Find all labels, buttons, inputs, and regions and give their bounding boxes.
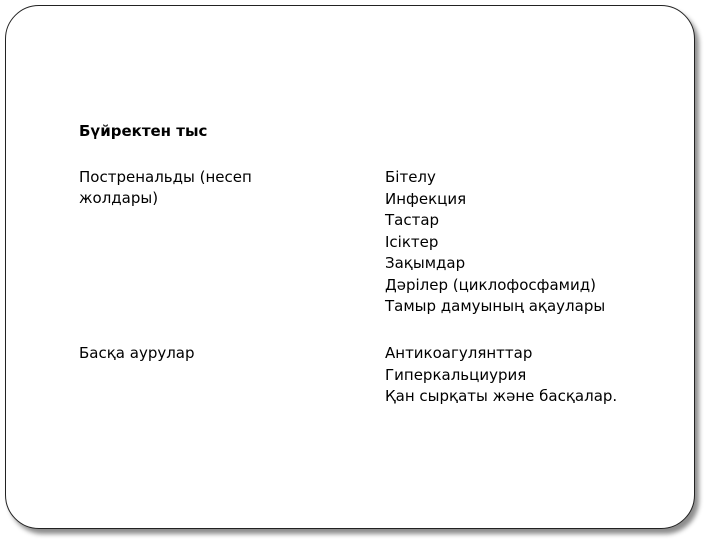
label-line: жолдары)	[79, 189, 159, 207]
other-causes-list	[385, 343, 617, 408]
list-item: Қан сырқаты және басқалар.	[385, 387, 618, 405]
slide-heading: Бүйректен тыс	[79, 122, 208, 140]
label-line: Постренальды (несеп	[79, 168, 252, 186]
list-item: Гиперкальциурия	[385, 365, 527, 384]
list-item: Ісіктер	[385, 232, 439, 251]
list-item: Антикоагулянттар	[385, 344, 533, 362]
list-item: Тастар	[385, 211, 440, 229]
list-item: Дәрілер (циклофосфамид)	[385, 275, 596, 294]
list-item: Тамыр дамуының ақаулары	[385, 297, 606, 315]
postrenal-causes-list	[385, 167, 605, 318]
list-item: Инфекция	[385, 189, 467, 208]
list-item: Зақымдар	[385, 254, 466, 272]
row-label-other-diseases	[79, 343, 319, 364]
list-item: Бітелу	[385, 168, 436, 186]
label-line: Басқа аурулар	[79, 344, 195, 362]
row-label-postrenal	[79, 167, 319, 209]
